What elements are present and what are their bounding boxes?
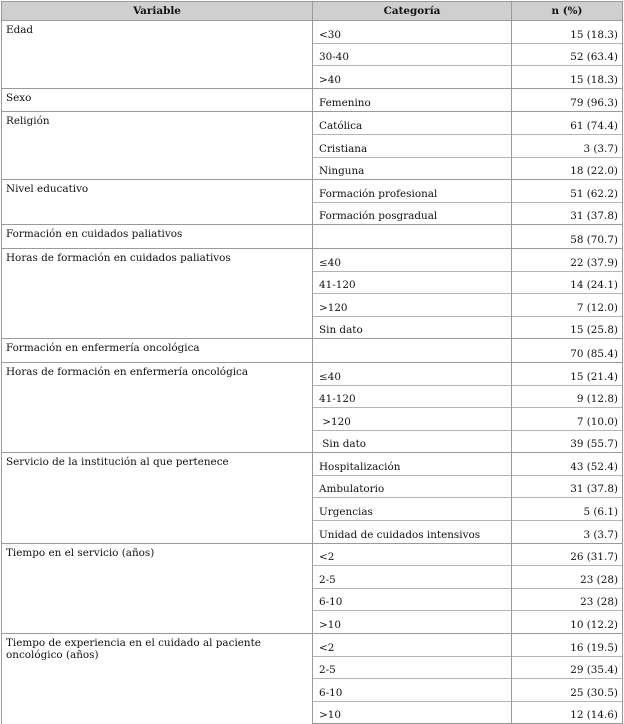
table-row: [2, 180, 623, 203]
table-row: [2, 362, 623, 385]
count-percent-cell: 39 (55.7): [512, 430, 623, 453]
category-cell: 30-40: [313, 43, 512, 66]
count-percent-cell: 23 (28): [512, 588, 623, 611]
table-row: [2, 88, 623, 112]
table-row: [2, 225, 623, 249]
count-percent-cell: 3 (3.7): [512, 134, 623, 157]
variable-cell: Servicio de la institución al que pertenece: [2, 453, 313, 543]
variable-cell: Sexo: [2, 88, 313, 112]
category-cell: 6-10: [313, 588, 512, 611]
category-cell: Católica: [313, 112, 512, 135]
variable-cell: Nivel educativo: [2, 180, 313, 225]
count-percent-cell: 18 (22.0): [512, 157, 623, 180]
count-percent-cell: 52 (63.4): [512, 43, 623, 66]
category-cell: 41-120: [313, 385, 512, 408]
table-row: [2, 543, 623, 566]
category-cell: <2: [313, 543, 512, 566]
category-cell: 2-5: [313, 656, 512, 679]
count-percent-cell: 10 (12.2): [512, 611, 623, 634]
count-percent-cell: 58 (70.7): [512, 225, 623, 249]
category-cell: Sin dato: [313, 430, 512, 453]
header-variable: Variable: [2, 2, 313, 21]
category-cell: 6-10: [313, 679, 512, 702]
count-percent-cell: 7 (10.0): [512, 408, 623, 431]
category-cell: >40: [313, 66, 512, 89]
count-percent-cell: 61 (74.4): [512, 112, 623, 135]
count-percent-cell: 15 (25.8): [512, 316, 623, 339]
table-row: [2, 248, 623, 271]
category-cell: Sin dato: [313, 316, 512, 339]
variable-cell: Horas de formación en cuidados paliativos: [2, 248, 313, 338]
category-cell: Ninguna: [313, 157, 512, 180]
count-percent-cell: 79 (96.3): [512, 88, 623, 112]
count-percent-cell: 22 (37.9): [512, 248, 623, 271]
category-cell: >120: [313, 294, 512, 317]
variable-cell: Tiempo en el servicio (años): [2, 543, 313, 633]
category-cell: Femenino: [313, 88, 512, 112]
count-percent-cell: 70 (85.4): [512, 339, 623, 363]
count-percent-cell: 14 (24.1): [512, 271, 623, 294]
table-row: [2, 21, 623, 44]
count-percent-cell: 15 (18.3): [512, 66, 623, 89]
count-percent-cell: 5 (6.1): [512, 498, 623, 521]
variable-cell: Religión: [2, 112, 313, 180]
count-percent-cell: 9 (12.8): [512, 385, 623, 408]
count-percent-cell: 15 (18.3): [512, 21, 623, 44]
category-cell: ≤40: [313, 362, 512, 385]
category-cell: Unidad de cuidados intensivos: [313, 521, 512, 544]
header-row: [2, 2, 623, 21]
count-percent-cell: 51 (62.2): [512, 180, 623, 203]
table-container: [1, 1, 622, 724]
category-cell: <30: [313, 21, 512, 44]
count-percent-cell: 7 (12.0): [512, 294, 623, 317]
variable-cell: Horas de formación en enfermería oncológica: [2, 362, 313, 452]
count-percent-cell: 25 (30.5): [512, 679, 623, 702]
table-row: [2, 339, 623, 363]
table-body: [2, 21, 623, 724]
count-percent-cell: 31 (37.8): [512, 475, 623, 498]
count-percent-cell: 43 (52.4): [512, 453, 623, 476]
count-percent-cell: 15 (21.4): [512, 362, 623, 385]
category-cell: >120: [313, 408, 512, 431]
category-cell: <2: [313, 634, 512, 657]
category-cell: 2-5: [313, 566, 512, 589]
table-row: [2, 112, 623, 135]
count-percent-cell: 12 (14.6): [512, 701, 623, 724]
header-category: Categoría: [313, 2, 512, 21]
count-percent-cell: 16 (19.5): [512, 634, 623, 657]
category-cell: Formación profesional: [313, 180, 512, 203]
count-percent-cell: 3 (3.7): [512, 521, 623, 544]
category-cell: [313, 339, 512, 363]
variable-cell: Formación en cuidados paliativos: [2, 225, 313, 249]
table-row: [2, 634, 623, 657]
demographics-table: [1, 1, 623, 724]
category-cell: Ambulatorio: [313, 475, 512, 498]
count-percent-cell: 29 (35.4): [512, 656, 623, 679]
header-n: n (%): [512, 2, 623, 21]
category-cell: Formación posgradual: [313, 202, 512, 225]
count-percent-cell: 23 (28): [512, 566, 623, 589]
category-cell: ≤40: [313, 248, 512, 271]
count-percent-cell: 26 (31.7): [512, 543, 623, 566]
category-cell: 41-120: [313, 271, 512, 294]
variable-cell: Edad: [2, 21, 313, 89]
category-cell: Cristiana: [313, 134, 512, 157]
category-cell: >10: [313, 701, 512, 724]
table-row: [2, 453, 623, 476]
category-cell: [313, 225, 512, 249]
count-percent-cell: 31 (37.8): [512, 202, 623, 225]
variable-cell: Formación en enfermería oncológica: [2, 339, 313, 363]
category-cell: >10: [313, 611, 512, 634]
variable-cell: Tiempo de experiencia en el cuidado al paciente oncológico (años): [2, 634, 313, 724]
category-cell: Hospitalización: [313, 453, 512, 476]
category-cell: Urgencias: [313, 498, 512, 521]
